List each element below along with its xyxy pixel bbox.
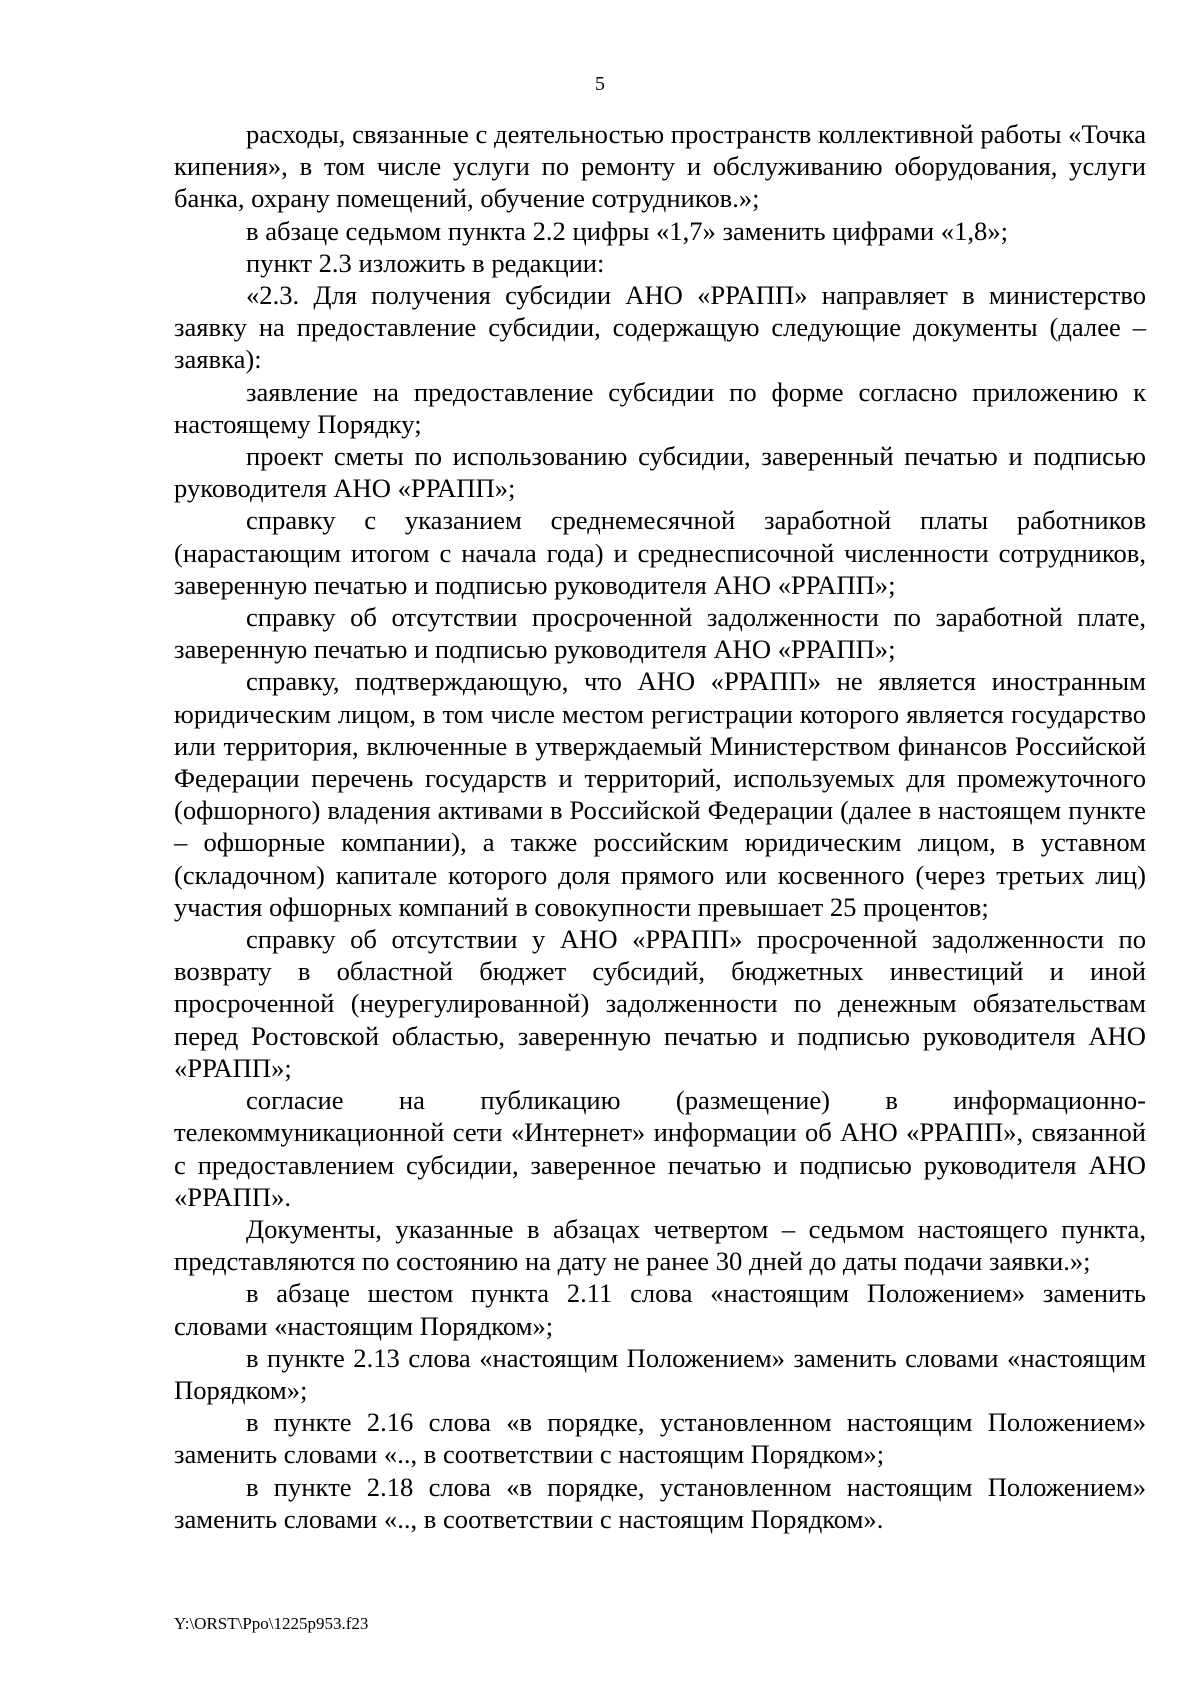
paragraph: справку, подтверждающую, что АНО «РРАПП» не является иностранным юридическим лицом, в том числе местом регистрации которого является государство или территория, включенные в утверждаемый Министерством финансов Российской Федерации перечень государств и территорий, используемых для промежуточного (офшорного) владения активами в Российской Федерации (далее в настоящем пункте – офшорные компании), а также российским юридическим лицом, в уставном (складочном) капитале которого доля прямого или косвенного (через третьих лиц) участия офшорных компаний в совокупности превышает 25 процентов;: [174, 666, 1146, 922]
paragraph: в пункте 2.18 слова «в порядке, установленном настоящим Положением» заменить словами «.., в соответствии с настоящим Порядком».: [174, 1471, 1146, 1534]
paragraph: в пункте 2.13 слова «настоящим Положением» заменить словами «настоящим Порядком»;: [174, 1342, 1146, 1405]
page-number: 5: [595, 73, 605, 95]
body-text: [174, 118, 1146, 1535]
paragraph: проект сметы по использованию субсидии, заверенный печатью и подписью руководителя АНО «РРАПП»;: [174, 441, 1146, 504]
paragraph: в пункте 2.16 слова «в порядке, установленном настоящим Положением» заменить словами «.., в соответствии с настоящим Порядком»;: [174, 1407, 1146, 1470]
paragraph: справку с указанием среднемесячной заработной платы работников (нарастающим итогом с начала года) и среднесписочной численности сотрудников, заверенную печатью и подписью руководителя АНО «РРАПП»;: [174, 505, 1146, 600]
paragraph: в абзаце шестом пункта 2.11 слова «настоящим Положением» заменить словами «настоящим Порядком»;: [174, 1278, 1146, 1341]
paragraph: пункт 2.3 изложить в редакции:: [246, 247, 605, 278]
paragraph: заявление на предоставление субсидии по форме согласно приложению к настоящему Порядку;: [174, 376, 1146, 439]
paragraph: Документы, указанные в абзацах четвертом – седьмом настоящего пункта, представляются по состоянию на дату не ранее 30 дней до даты подачи заявки.»;: [174, 1213, 1146, 1277]
paragraph: согласие на публикацию (размещение) в информационно-телекоммуникационной сети «Интернет» информации об АНО «РРАПП», связанной с предоставлением субсидии, заверенное печатью и подписью руководителя АНО «РРАПП».: [174, 1085, 1146, 1212]
paragraph: справку об отсутствии просроченной задолженности по заработной плате, заверенную печатью и подписью руководителя АНО «РРАПП»;: [174, 602, 1146, 665]
footer-file-path: Y:\ORST\Ppo\1225p953.f23: [174, 1614, 369, 1633]
paragraph: справку об отсутствии у АНО «РРАПП» просроченной задолженности по возврату в областной бюджет субсидий, бюджетных инвестиций и иной просроченной (неурегулированной) задолженности по денежным обязательствам перед Ростовской областью, заверенную печатью и подписью руководителя АНО «РРАПП»;: [174, 924, 1146, 1083]
paragraph: «2.3. Для получения субсидии АНО «РРАПП» направляет в министерство заявку на предоставление субсидии, содержащую следующие документы (далее – заявка):: [174, 280, 1146, 375]
paragraph: в абзаце седьмом пункта 2.2 цифры «1,7» заменить цифрами «1,8»;: [246, 215, 1009, 246]
paragraph: расходы, связанные с деятельностью пространств коллективной работы «Точка кипения», в том числе услуги по ремонту и обслуживанию оборудования, услуги банка, охрану помещений, обучение сотрудников.»;: [174, 119, 1146, 214]
